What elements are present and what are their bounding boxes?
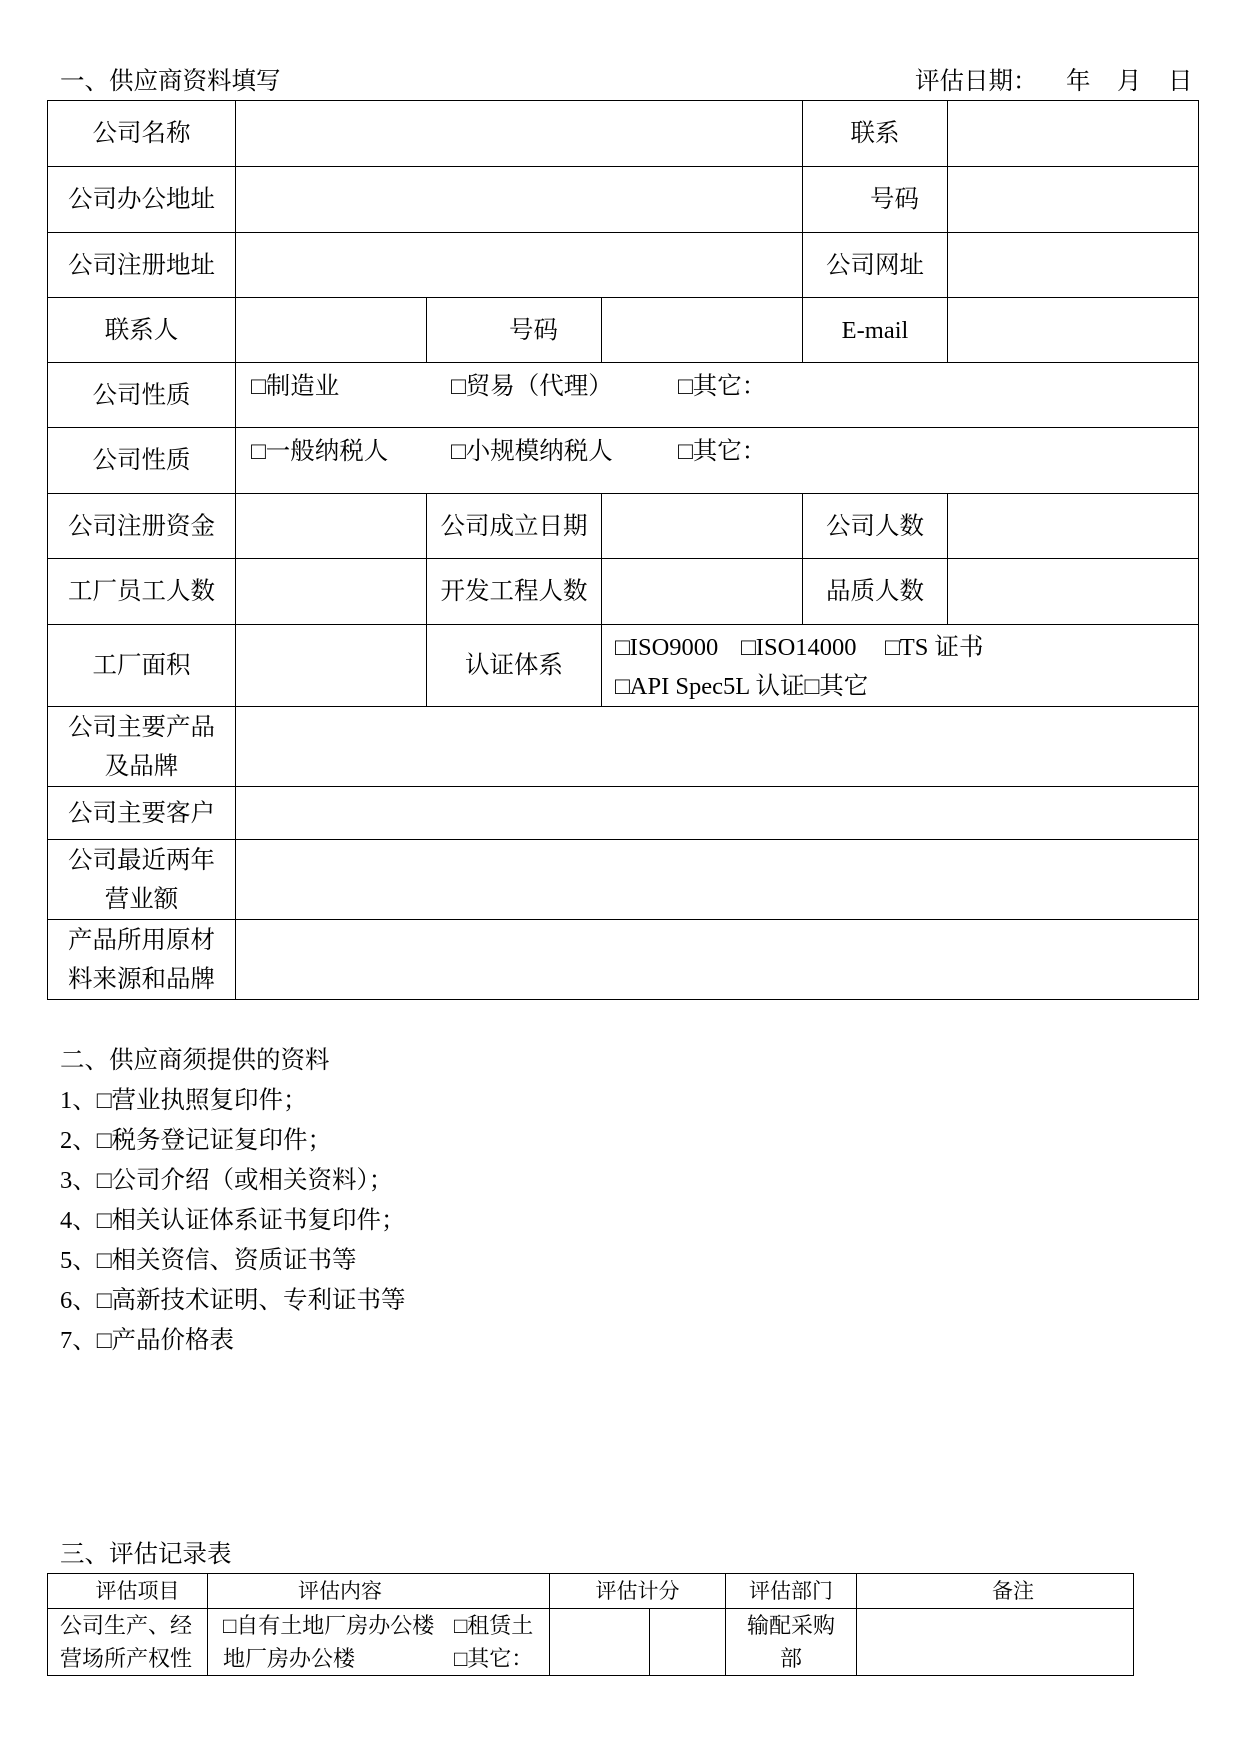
row-revenue [48,840,1199,920]
contact-person-number-field[interactable] [602,298,803,363]
table-header-row [48,1574,1134,1609]
evaluation-record-table [47,1573,1134,1676]
row-factory-staff [48,559,1199,625]
main-products-label: 公司主要产品 及品牌 [48,707,236,787]
factory-area-field[interactable] [236,625,427,707]
list-item [60,1121,406,1161]
header-evaluation-item: 评估项目 [48,1574,208,1609]
section-3-heading: 三、评估记录表 [60,1541,232,1568]
list-item-number: 2、 [60,1127,97,1154]
list-item-number: 4、 [60,1207,97,1234]
revenue-field[interactable] [236,840,1199,920]
website-field[interactable] [948,233,1199,298]
main-products-field[interactable] [236,707,1199,787]
checkbox-manufacturing[interactable]: □制造业 [251,373,340,400]
certification-options-line-1 [615,628,1198,667]
rd-engineers-label: 开发工程人数 [427,559,602,625]
registered-address-label: 公司注册地址 [48,233,236,298]
list-item [60,1241,406,1281]
evaluation-content-line-2 [223,1642,549,1675]
score-field-1[interactable] [550,1609,650,1676]
phone-number-label: 号码 [803,167,948,233]
table-row [48,1609,1134,1676]
checkbox-other-certification[interactable]: □其它 [804,673,869,700]
website-label: 公司网址 [803,233,948,298]
checkbox-business-license-copy[interactable]: □营业执照复印件； [96,1087,308,1114]
main-customers-label: 公司主要客户 [48,787,236,840]
raw-materials-label: 产品所用原材 料来源和品牌 [48,920,236,1000]
email-label: E-mail [803,298,948,363]
evaluation-date-label: 评估日期： [915,68,1038,95]
factory-staff-label: 工厂员工人数 [48,559,236,625]
supplier-info-table [47,100,1199,1000]
evaluation-item-cell: 公司生产、经 营场所产权性 [48,1609,208,1676]
registered-capital-label: 公司注册资金 [48,494,236,559]
header-evaluation-score: 评估计分 [550,1574,726,1609]
checkbox-iso14000[interactable]: □ISO14000 [741,634,857,661]
row-main-customers [48,787,1199,840]
checkbox-certification-copies[interactable]: □相关认证体系证书复印件； [96,1207,406,1234]
headcount-label: 公司人数 [803,494,948,559]
factory-staff-field[interactable] [236,559,427,625]
taxpayer-type-options [236,428,1199,494]
raw-materials-field[interactable] [236,920,1199,1000]
row-raw-materials [48,920,1199,1000]
header-evaluation-department: 评估部门 [726,1574,857,1609]
checkbox-tax-registration-copy[interactable]: □税务登记证复印件； [96,1127,333,1154]
date-month-label: 月 [1117,68,1142,95]
row-factory-area [48,625,1199,707]
header-remarks: 备注 [857,1574,1134,1609]
certification-label: 认证体系 [427,625,602,707]
company-name-label: 公司名称 [48,101,236,167]
contact-person-number-label: 号码 [427,298,602,363]
headcount-field[interactable] [948,494,1199,559]
list-item [60,1201,406,1241]
date-year-label: 年 [1066,68,1091,95]
leased-premises-label-continued[interactable]: 地厂房办公楼 [223,1646,356,1671]
revenue-label: 公司最近两年 营业额 [48,840,236,920]
checkbox-other-premises[interactable]: □其它： [454,1646,534,1671]
rd-engineers-field[interactable] [602,559,803,625]
row-registered-address [48,233,1199,298]
row-contact-person [48,298,1199,363]
date-day-label: 日 [1168,68,1193,95]
row-office-address [48,167,1199,233]
checkbox-price-list[interactable]: □产品价格表 [96,1327,235,1354]
list-item-number: 1、 [60,1087,97,1114]
section-1-heading: 一、供应商资料填写 [60,68,281,95]
checkbox-credit-qualification[interactable]: □相关资信、资质证书等 [96,1247,357,1274]
required-documents-section [60,1041,406,1361]
quality-staff-field[interactable] [948,559,1199,625]
list-item-number: 7、 [60,1327,97,1354]
contact-label: 联系 [803,101,948,167]
list-item [60,1281,406,1321]
checkbox-ts-certificate[interactable]: □TS 证书 [885,634,984,661]
checkbox-other-taxpayer-type[interactable]: □其它： [678,438,767,465]
row-registered-capital [48,494,1199,559]
list-item [60,1081,406,1121]
email-field[interactable] [948,298,1199,363]
checkbox-small-scale-taxpayer[interactable]: □小规模纳税人 [451,438,613,465]
score-field-2[interactable] [650,1609,726,1676]
contact-person-label: 联系人 [48,298,236,363]
company-name-field[interactable] [236,101,803,167]
contact-person-field[interactable] [236,298,427,363]
row-main-products [48,707,1199,787]
checkbox-high-tech-patents[interactable]: □高新技术证明、专利证书等 [96,1287,406,1314]
list-item [60,1161,406,1201]
remarks-field[interactable] [857,1609,1134,1676]
business-type-option-row [251,372,1198,401]
registered-capital-field[interactable] [236,494,427,559]
office-address-label: 公司办公地址 [48,167,236,233]
checkbox-trading-agency[interactable]: □贸易（代理） [451,373,613,400]
section-2-heading: 二、供应商须提供的资料 [60,1047,330,1074]
registered-address-field[interactable] [236,233,803,298]
list-item-number: 6、 [60,1287,97,1314]
business-type-options [236,363,1199,428]
checkbox-company-introduction[interactable]: □公司介绍（或相关资料）； [96,1167,394,1194]
checkbox-own-land-premises[interactable]: □自有土地厂房办公楼 [223,1613,435,1638]
checkbox-other-business-type[interactable]: □其它： [678,373,767,400]
list-item [60,1321,406,1361]
checkbox-api-spec5l[interactable]: □API Spec5L 认证 [615,673,805,700]
evaluation-content-line-1 [223,1609,549,1642]
header-evaluation-content: 评估内容 [208,1574,550,1609]
row-business-type [48,363,1199,428]
list-item-number: 5、 [60,1247,97,1274]
row-company-name [48,101,1199,167]
list-item-number: 3、 [60,1167,97,1194]
certification-options-line-2 [615,667,1198,706]
office-address-field[interactable] [236,167,803,233]
checkbox-iso9000[interactable]: □ISO9000 [615,634,719,661]
factory-area-label: 工厂面积 [48,625,236,707]
certification-options [602,625,1199,707]
main-customers-field[interactable] [236,787,1199,840]
quality-staff-label: 品质人数 [803,559,948,625]
evaluation-content-cell [208,1609,550,1676]
taxpayer-type-option-row [251,437,1198,466]
business-type-label: 公司性质 [48,363,236,428]
founding-date-label: 公司成立日期 [427,494,602,559]
row-taxpayer-type [48,428,1199,494]
taxpayer-type-label: 公司性质 [48,428,236,494]
phone-number-field[interactable] [948,167,1199,233]
checkbox-leased-premises[interactable]: □租赁土 [454,1613,534,1638]
founding-date-field[interactable] [602,494,803,559]
evaluation-department-cell: 输配采购 部 [726,1609,857,1676]
contact-field[interactable] [948,101,1199,167]
checkbox-general-taxpayer[interactable]: □一般纳税人 [251,438,389,465]
